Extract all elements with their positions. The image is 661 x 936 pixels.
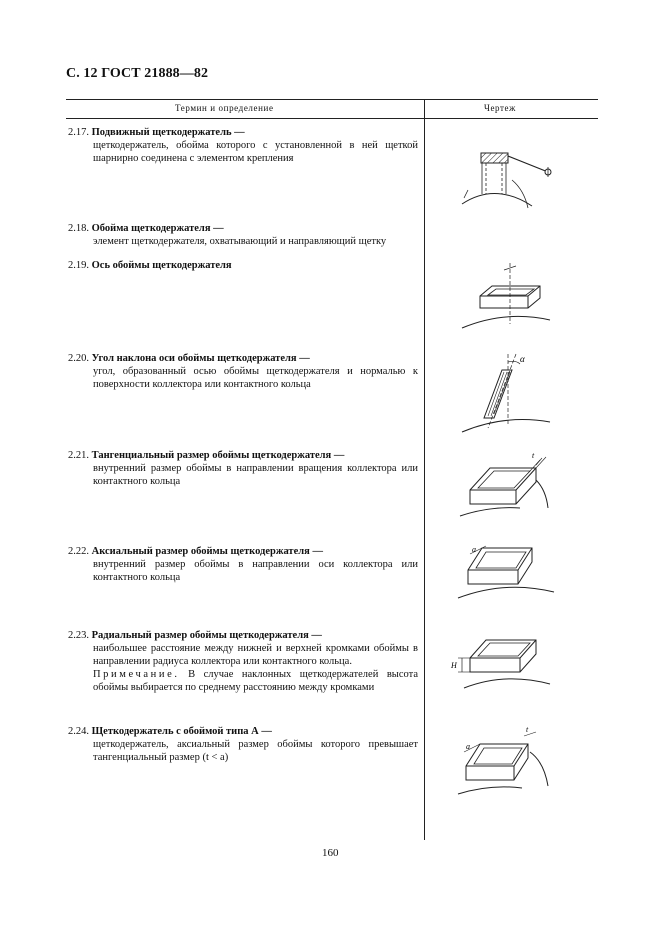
term-title: Обойма щеткодержателя — — [91, 223, 224, 234]
term-definition: наибольшее расстояние между нижней и верхней кромками обоймы в направлении радиуса коллектора или контактного кольца. — [93, 643, 418, 667]
note-label: Примечание. — [93, 669, 180, 680]
table-top-rule — [66, 99, 598, 100]
term-entry-2-18 — [66, 222, 418, 248]
term-title: Угол наклона оси обоймы щеткодержателя — — [91, 353, 310, 364]
column-divider — [424, 99, 425, 840]
term-definition: внутренний размер обоймы в направлении оси коллектора или контактного кольца — [93, 559, 418, 583]
term-number: 2.18. — [68, 223, 89, 234]
h-label: H — [451, 661, 457, 670]
term-definition: угол, образованный осью обоймы щеткодержателя и нормалью к поверхности коллектора или контактного кольца — [93, 366, 418, 390]
term-number: 2.23. — [68, 630, 89, 641]
term-definition: элемент щеткодержателя, охватывающий и направляющий щетку — [93, 236, 387, 247]
figure-tilt-angle — [450, 350, 560, 440]
term-number: 2.21. — [68, 450, 89, 461]
figure-holder-axis — [450, 258, 560, 338]
t-label: t — [532, 451, 535, 460]
term-entry-2-20 — [66, 352, 418, 391]
term-title: Подвижный щеткодержатель — — [91, 127, 245, 138]
page-header: С. 12 ГОСТ 21888—82 — [66, 66, 209, 81]
table-header-rule — [66, 118, 598, 119]
a-label: a — [472, 545, 476, 554]
term-entry-2-24 — [66, 725, 418, 764]
term-definition: щеткодержатель, аксиальный размер обоймы которого превышает тангенциальный размер (t < a) — [93, 739, 418, 763]
t-label: t — [526, 725, 529, 734]
term-number: 2.22. — [68, 546, 89, 557]
term-entry-2-17 — [66, 126, 418, 165]
column-title-drawing: Чертеж — [484, 103, 516, 113]
term-entry-2-19 — [66, 259, 418, 272]
term-title: Щеткодержатель с обоймой типа А — — [91, 726, 272, 737]
term-number: 2.19. — [68, 260, 89, 271]
figure-radial-size — [450, 628, 560, 703]
term-definition: внутренний размер обоймы в направлении вращения коллектора или контактного кольца — [93, 463, 418, 487]
term-number: 2.17. — [68, 127, 89, 138]
column-title-terms: Термин и определение — [175, 103, 274, 113]
figure-tangential-size — [450, 450, 560, 525]
a-label: a — [466, 742, 470, 751]
figure-axial-size — [450, 540, 560, 610]
term-entry-2-22 — [66, 545, 418, 584]
note-text: В случае наклонных щеткодержателей высота обоймы выбирается по среднему расстоянию между кромками — [93, 669, 418, 693]
term-number: 2.24. — [68, 726, 89, 737]
term-title: Аксиальный размер обоймы щеткодержателя — — [91, 546, 323, 557]
term-title: Ось обоймы щеткодержателя — [91, 260, 232, 271]
figure-movable-brush-holder — [450, 132, 560, 212]
term-number: 2.20. — [68, 353, 89, 364]
term-title: Тангенциальный размер обоймы щеткодержателя — — [91, 450, 345, 461]
term-entry-2-21 — [66, 449, 418, 488]
term-definition: щеткодержатель, обойма которого с установленной в ней щеткой шарнирно соединена с элементом крепления — [93, 140, 418, 164]
term-title: Радиальный размер обоймы щеткодержателя — — [91, 630, 322, 641]
figure-type-a-holder — [450, 722, 560, 802]
term-note — [93, 668, 418, 694]
alpha-label: α — [520, 354, 525, 364]
page-number: 160 — [322, 847, 339, 859]
term-entry-2-23 — [66, 629, 418, 694]
